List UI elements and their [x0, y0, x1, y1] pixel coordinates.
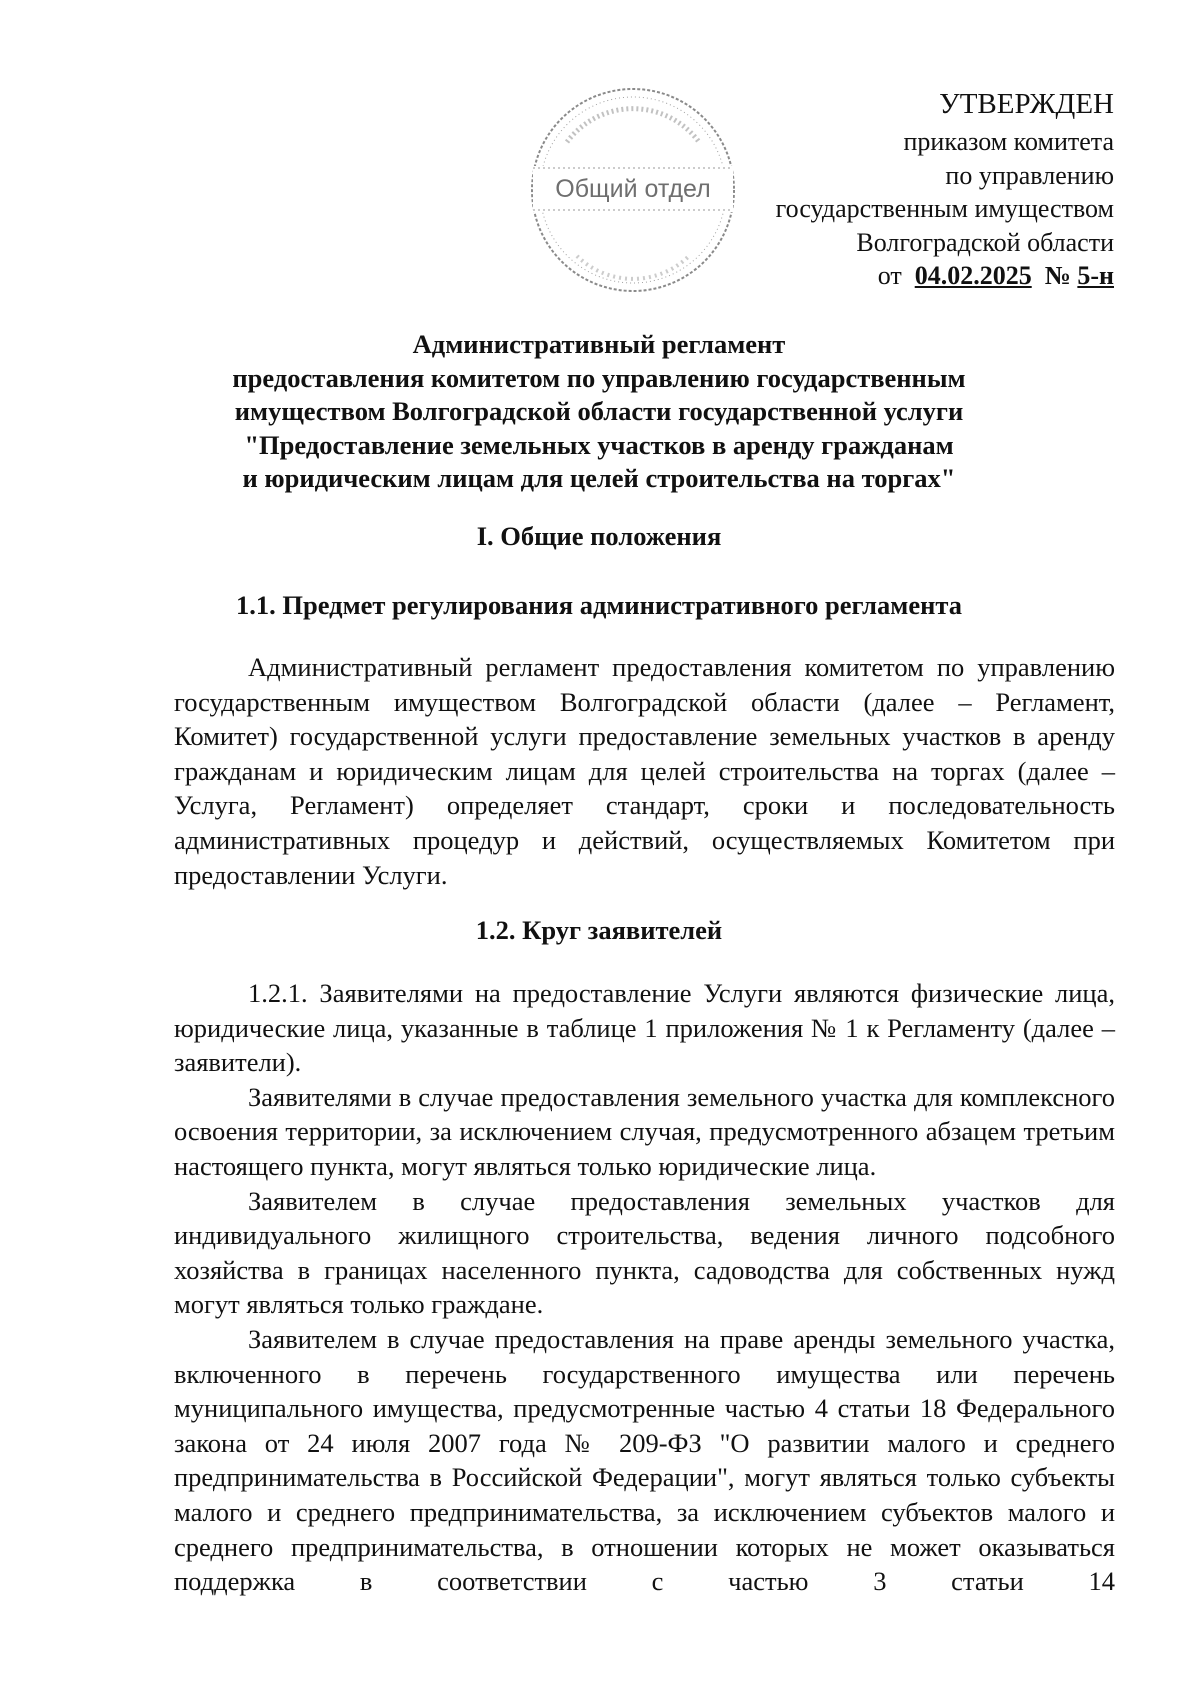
title-line-5: и юридическим лицам для целей строительства на торгах": [242, 463, 956, 493]
approval-number: 5-н: [1077, 261, 1114, 290]
approval-heading: УТВЕРЖДЕН: [939, 88, 1114, 120]
subsection-1-2-heading: 1.2. Круг заявителей: [475, 915, 723, 945]
number-prefix: №: [1044, 261, 1071, 290]
title-line-3: имуществом Волгоградской области государственной услуги: [234, 396, 964, 426]
subsection-1-1-heading: 1.1. Предмет регулирования административного регламента: [236, 590, 962, 620]
title-line-2: предоставления комитетом по управлению государственным: [232, 362, 966, 393]
paragraph: Заявителем в случае предоставления на праве аренды земельного участка, включенного в перечень государственного имущества или перечень муниципального имущества, предусмотренные частью 4 статьи 18 Федерального закона от 24 июля 2007 года № 209-ФЗ "О развитии малого и среднего предпринимательства в Российской Федерации", могут являться только субъекты малого и среднего предпринимательства, за исключением субъектов малого и среднего предпринимательства, в отношении которых не может оказываться поддержка в соответствии с частью 3 статьи 14: [174, 1323, 1115, 1597]
title-line-4: "Предоставление земельных участков в аренду гражданам: [244, 429, 954, 460]
paragraph: 1.2.1. Заявителями на предоставление Услуги являются физические лица, юридические лица, указанные в таблице 1 приложения № 1 к Регламенту (далее – заявители).: [174, 978, 1115, 1078]
subsection-1-1-body: [174, 650, 1115, 892]
subsection-1-2-body: [174, 976, 1115, 1599]
paragraph: Административный регламент предоставления комитетом по управлению государственным имуществом Волгоградской области (далее – Регламент, Комитет) государственной услуги предоставление земельных участков в аренду гражданам и юридическим лицам для целей строительства на торгах (далее – Услуга, Регламент) определяет стандарт, сроки и последовательность административных процедур и действий, осуществляемых Комитетом при предоставлении Услуги.: [174, 652, 1115, 890]
document-title: [160, 328, 1038, 496]
section-heading: I. Общие положения: [476, 521, 722, 551]
approval-block: [694, 86, 1114, 293]
approval-line-3: государственным имуществом: [775, 194, 1114, 223]
title-line-1: Административный регламент: [412, 329, 786, 359]
approval-line-4: Волгоградской области: [856, 227, 1114, 257]
approval-line-2: по управлению: [945, 160, 1114, 190]
stamp-center-text: Общий отдел: [555, 175, 711, 203]
approval-line-1: приказом комитета: [903, 127, 1114, 156]
paragraph: Заявителем в случае предоставления земельных участков для индивидуального жилищного строительства, ведения личного подсобного хозяйства в границах населенного пункта, садоводства для собственных нужд могут являться только граждане.: [174, 1185, 1115, 1320]
date-prefix: от: [877, 261, 902, 290]
approval-date-line: [694, 259, 1114, 293]
approval-date: 04.02.2025: [914, 261, 1032, 290]
paragraph: Заявителями в случае предоставления земельного участка для комплексного освоения территории, за исключением случая, предусмотренного абзацем третьим настоящего пункта, могут являться только юридические лица.: [174, 1081, 1115, 1181]
